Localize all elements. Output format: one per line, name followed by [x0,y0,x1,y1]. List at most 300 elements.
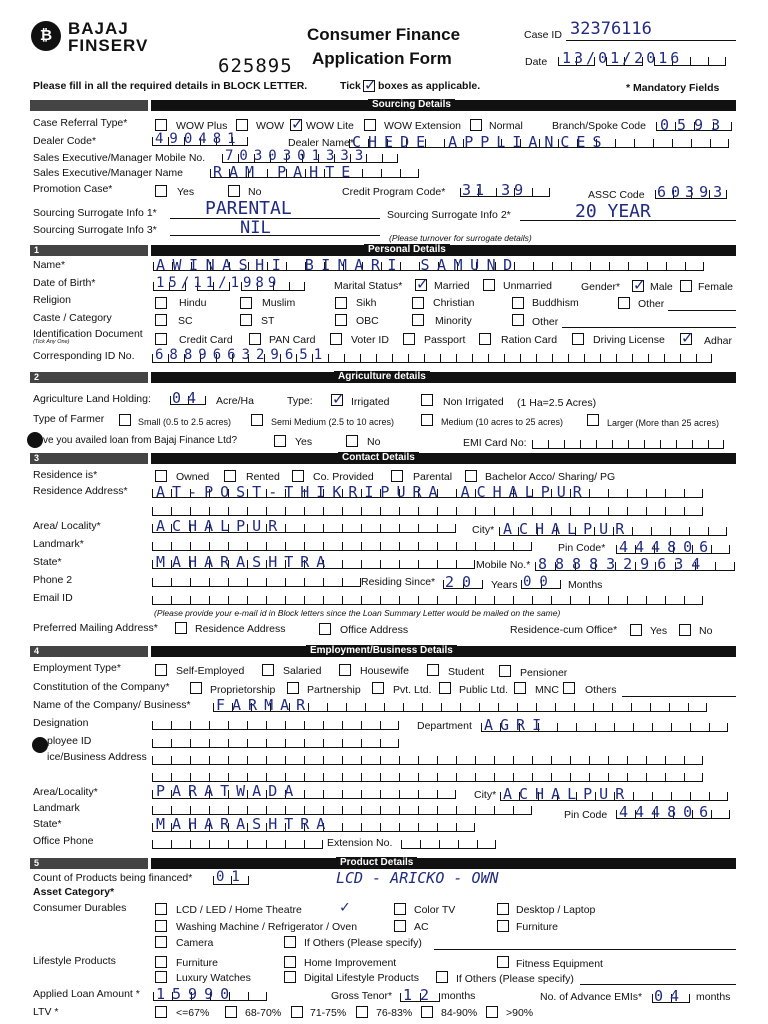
extension-boxes [401,840,496,849]
christian-checkbox[interactable] [412,297,424,309]
ltv3-label: 71-75% [310,1007,347,1019]
voter-id-checkbox[interactable] [330,333,342,345]
email-note: (Please provide your e-mail id in Block letters since the Loan Summary Letter would be mailed on the same) [154,608,561,618]
gross-tenor-months-label: months [441,990,476,1002]
wow-plus-checkbox[interactable] [155,119,167,131]
farmer-type-label: Type of Farmer [33,413,105,425]
surrogate1-value[interactable]: PARENTAL [205,198,292,219]
adhar-checkbox[interactable] [680,333,692,345]
rented-checkbox[interactable] [224,470,236,482]
branch-code-value[interactable]: 0593 [660,116,729,134]
if-others-label: If Others (Please specify) [304,937,422,949]
student-checkbox[interactable] [427,664,439,676]
co-provided-label: Co. Provided [313,471,374,483]
exec-name-value[interactable]: RAM PAHTE [213,163,358,181]
case-id-label: Case ID [524,29,562,41]
punch-hole [32,737,48,753]
section-employment-header [30,646,736,657]
ration-card-checkbox[interactable] [479,333,491,345]
availed-no-checkbox[interactable] [346,435,358,447]
ltv-label: LTV * [33,1006,59,1018]
ltv2-label: 68-70% [245,1007,282,1019]
muslim-checkbox[interactable] [240,297,252,309]
residence-address-row2 [152,507,703,516]
company-name-label: Name of the Company/ Business* [33,699,191,711]
non-irrigated-label: Non Irrigated [443,396,504,408]
residence-is-label: Residence is* [33,469,98,481]
employment-type-label: Employment Type* [33,662,121,674]
office-city-label: City* [474,789,497,801]
pref-office-checkbox[interactable] [319,623,331,635]
product-note-value[interactable]: LCD - ARICKO - OWN [336,869,499,887]
ltv1-label: <=67% [176,1007,210,1019]
pensioner-checkbox[interactable] [499,665,511,677]
office-phone-label: Office Phone [33,835,94,847]
name-value[interactable]: AWINASHI BIMARI SAMUND [156,256,520,274]
dealer-code-label: Dealer Code* [33,135,97,147]
gross-tenor-value[interactable]: 12 [403,986,438,1004]
lifestyle-furniture-label: Furniture [176,957,219,969]
credit-card-label: Credit Card [179,334,233,346]
emi-card-label: EMI Card No: [463,437,527,449]
furniture-checkbox[interactable] [497,920,509,932]
sikh-checkbox[interactable] [335,297,347,309]
proprietorship-label: Proprietorship [210,684,276,696]
religion-other-label: Other [638,298,665,310]
muslim-label: Muslim [262,297,296,309]
section-agriculture-number: 2 [34,372,40,382]
landmark-boxes [152,542,532,551]
credit-program-value[interactable]: 31 39 [462,181,528,199]
wow-label: WOW [256,120,284,132]
product-count-label: Count of Products being financed* [33,872,193,884]
email-boxes [152,596,703,605]
ac-label: AC [414,921,429,933]
dealer-name-label: Dealer Name* [288,137,354,149]
office-pin-label: Pin Code [564,809,608,821]
semi-medium-label: Semi Medium (2.5 to 10 acres) [271,417,395,427]
form-number: 625895 [218,55,293,77]
hindu-label: Hindu [179,297,207,309]
irrigated-checkbox[interactable] [331,394,343,406]
area-locality-label: Area/ Locality* [33,520,101,532]
bachelor-label: Bachelor Acco/ Sharing/ PG [485,471,616,483]
department-value[interactable]: AGRI [484,716,549,734]
credit-program-label: Credit Program Code* [342,186,446,198]
form-title-line2: Application Form [312,49,452,68]
instruction-tick-suffix: boxes as applicable. [378,80,481,92]
surrogate1-label: Sourcing Surrogate Info 1* [33,207,157,219]
section-employment-number: 4 [34,646,40,656]
surrogate2-value[interactable]: 20 YEAR [575,201,651,222]
turnover-note: (Please turnover for surrogate details) [389,233,532,243]
designation-label: Designation [33,717,89,729]
wow-lite-label: WOW Lite [306,120,354,132]
camera-checkbox[interactable] [155,936,167,948]
co-provided-checkbox[interactable] [292,470,304,482]
self-employed-label: Self-Employed [176,665,245,677]
residing-since-label: Residing Since* [361,576,436,588]
pan-card-label: PAN Card [269,334,316,346]
section-contact-number: 3 [34,453,40,463]
name-label: Name* [33,259,66,271]
consumer-durables-label: Consumer Durables [33,902,127,914]
office-pin-value[interactable]: 444806 [619,803,716,821]
office-area-label: Area/Locality* [33,786,98,798]
case-id-value[interactable]: 32376116 [570,19,652,39]
promotion-case-label: Promotion Case* [33,183,113,195]
office-address-row1 [152,756,703,765]
desktop-laptop-label: Desktop / Laptop [516,904,596,916]
wow-lite-checkbox[interactable] [290,119,302,131]
ltv6-checkbox[interactable] [486,1006,498,1018]
state-value[interactable]: MAHARASHTRA [156,553,333,571]
surrogate2-label: Sourcing Surrogate Info 2* [387,209,511,221]
advance-emi-months-label: months [696,991,731,1003]
lifestyle-furniture-checkbox[interactable] [155,956,167,968]
medium-farmer-checkbox[interactable] [421,414,433,426]
furniture-label: Furniture [516,921,559,933]
pvt-ltd-label: Pvt. Ltd. [393,684,432,696]
color-tv-checkbox[interactable] [394,903,406,915]
department-label: Department [417,720,472,732]
small-farmer-checkbox[interactable] [119,414,131,426]
partnership-checkbox[interactable] [287,682,299,694]
luxury-watches-checkbox[interactable] [155,971,167,983]
company-name-value[interactable]: FARMAR [216,696,313,714]
residence-address-label: Residence Address* [33,485,128,497]
normal-checkbox[interactable] [470,119,482,131]
parental-checkbox[interactable] [391,470,403,482]
buddhism-checkbox[interactable] [512,297,524,309]
gender-label: Gender* [581,281,621,293]
pin-code-label: Pin Code* [558,542,606,554]
assc-code-value[interactable]: 60393 [657,183,728,201]
pan-card-checkbox[interactable] [249,333,261,345]
credit-card-checkbox[interactable] [155,333,167,345]
unmarried-label: Unmarried [503,280,553,292]
agri-type-label: Type: [287,395,313,407]
adhar-label: Adhar [704,335,733,347]
dob-label: Date of Birth* [33,277,96,289]
mandatory-note: * Mandatory Fields [626,82,720,94]
ha-conversion-note: (1 Ha=2.5 Acres) [517,397,597,409]
instruction-tick: Tick [340,80,361,92]
semi-medium-checkbox[interactable] [251,414,263,426]
color-tv-label: Color TV [414,904,456,916]
small-farmer-label: Small (0.5 to 2.5 acres) [138,417,232,427]
wow-extension-label: WOW Extension [384,120,462,132]
public-ltd-label: Public Ltd. [459,684,509,696]
office-landmark-label: Landmark [33,802,80,814]
date-value[interactable]: 13/01/2016 [562,49,683,67]
exec-mobile-label: Sales Executive/Manager Mobile No. [33,152,206,164]
section-sourcing-title: Sourcing Details [368,99,455,111]
ltv4-label: 76-83% [376,1007,413,1019]
digital-lifestyle-checkbox[interactable] [284,971,296,983]
caste-other-label: Other [532,316,559,328]
female-checkbox[interactable] [680,280,692,292]
designation-boxes [152,721,399,730]
parental-label: Parental [413,471,453,483]
married-checkbox[interactable] [415,279,427,291]
religion-other-checkbox[interactable] [618,297,630,309]
date-label: Date [525,56,548,68]
ltv6-label: >90% [506,1007,534,1019]
wow-checkbox[interactable] [236,119,248,131]
promo-no-checkbox[interactable] [228,185,240,197]
employee-id-boxes [152,739,399,748]
fitness-label: Fitness Equipment [516,958,603,970]
if-others-checkbox[interactable] [284,936,296,948]
promo-no-label: No [248,186,262,198]
passport-checkbox[interactable] [403,333,415,345]
owned-label: Owned [176,471,210,483]
lcd-tick-mark: ✓ [340,897,350,916]
female-label: Female [698,281,734,293]
section-agriculture-header [30,372,736,383]
office-area-value[interactable]: PARATWADA [156,782,301,800]
pin-code-value[interactable]: 444806 [619,538,716,556]
land-holding-value[interactable]: 04 [172,389,203,407]
mobile-value[interactable]: 8888329634 [538,555,709,573]
area-locality-value[interactable]: ACHALPUR [156,517,285,535]
ltv3-checkbox[interactable] [291,1006,303,1018]
driving-license-label: Driving License [593,334,665,346]
punch-hole [27,432,43,448]
medium-farmer-label: Medium (10 acres to 25 acres) [441,417,564,427]
residing-months-value[interactable]: 00 [523,574,556,590]
availed-loan-label: ve you availed loan from Bajaj Finance Ltd? [43,435,238,446]
section-product-title: Product Details [336,857,417,869]
lcd-led-label: LCD / LED / Home Theatre [176,904,302,916]
driving-license-checkbox[interactable] [572,333,584,345]
corresponding-id-label: Corresponding ID No. [33,350,135,362]
owned-checkbox[interactable] [155,470,167,482]
sc-checkbox[interactable] [155,314,167,326]
office-state-value[interactable]: MAHARASHTRA [156,815,333,833]
minority-label: Minority [435,315,472,327]
bachelor-checkbox[interactable] [465,470,477,482]
proprietorship-checkbox[interactable] [190,682,202,694]
st-label: ST [261,315,275,327]
section-employment-title: Employment/Business Details [306,645,457,657]
washing-label: Washing Machine / Refrigerator / Oven [176,921,358,933]
section-product-header [30,858,736,869]
ltv5-label: 84-90% [441,1007,478,1019]
caste-label: Caste / Category [33,312,112,324]
section-agriculture-title: Agriculture details [334,371,430,383]
office-city-value[interactable]: ACHALPUR [503,785,632,803]
emi-card-boxes [532,440,724,449]
married-label: Married [434,280,470,292]
res-cum-office-yes-label: Yes [650,625,668,637]
religion-label: Religion [33,294,71,306]
office-address-label: ice/Business Address [47,751,147,763]
exec-mobile-value[interactable]: 7030301333 [225,148,370,164]
ration-card-label: Ration Card [501,334,558,346]
constitution-others-label: Others [585,684,617,696]
form-title-line1: Consumer Finance [307,25,461,44]
extension-label: Extension No. [327,837,393,849]
instruction-fill: Please fill in all the required details in BLOCK LETTER. [33,80,308,92]
dealer-name-value[interactable]: CHEDE APPLIANCES [352,133,609,151]
irrigated-label: Irrigated [351,396,390,408]
acre-ha-label: Acre/Ha [216,395,254,407]
office-phone-boxes [152,840,323,849]
home-improvement-label: Home Improvement [304,957,397,969]
if-others2-checkbox[interactable] [436,971,448,983]
surrogate3-value[interactable]: NIL [240,218,271,238]
desktop-laptop-checkbox[interactable] [497,903,509,915]
promo-yes-label: Yes [177,186,195,198]
non-irrigated-checkbox[interactable] [421,394,433,406]
voter-id-label: Voter ID [351,334,389,346]
surrogate3-label: Sourcing Surrogate Info 3* [33,224,157,236]
ltv4-checkbox[interactable] [356,1006,368,1018]
section-personal-title: Personal Details [364,244,450,256]
fitness-checkbox[interactable] [497,956,509,968]
promo-yes-checkbox[interactable] [155,185,167,197]
res-cum-office-no-checkbox[interactable] [679,624,691,636]
advance-emi-value[interactable]: 04 [654,987,687,1005]
res-cum-office-label: Residence-cum Office* [510,624,618,636]
larger-farmer-label: Larger (More than 25 acres) [607,418,720,428]
logo-line1: BAJAJ [68,19,129,38]
ltv2-checkbox[interactable] [225,1006,237,1018]
obc-checkbox[interactable] [335,314,347,326]
unmarried-checkbox[interactable] [483,279,495,291]
id-document-label: Identification Document [33,328,143,340]
ltv5-checkbox[interactable] [421,1006,433,1018]
availed-yes-label: Yes [295,436,313,448]
phone2-label: Phone 2 [33,574,73,586]
advance-emi-label: No. of Advance EMIs* [540,991,643,1003]
wow-plus-label: WOW Plus [176,120,228,132]
years-label: Years [491,579,518,591]
lifestyle-products-label: Lifestyle Products [33,955,116,967]
mnc-label: MNC [535,684,559,696]
section-sourcing-header [30,100,736,111]
minority-checkbox[interactable] [412,314,424,326]
section-product-number: 5 [34,858,40,868]
passport-label: Passport [424,334,466,346]
res-cum-office-yes-checkbox[interactable] [630,624,642,636]
male-label: Male [650,281,673,293]
dealer-code-value[interactable]: 490481 [155,131,242,147]
pvt-ltd-checkbox[interactable] [372,682,384,694]
section-personal-number: 1 [34,245,40,255]
office-landmark-boxes [152,806,532,815]
phone2-boxes [152,578,361,587]
mnc-checkbox[interactable] [514,682,526,694]
employee-id-label: ployee ID [47,735,92,747]
hindu-checkbox[interactable] [155,297,167,309]
st-checkbox[interactable] [240,314,252,326]
marital-status-label: Marital Status* [334,280,403,292]
landmark-label: Landmark* [33,538,84,550]
corresponding-id-value[interactable]: 688966329651 [155,347,329,363]
office-state-label: State* [33,818,62,830]
obc-label: OBC [356,315,379,327]
loan-amount-label: Applied Loan Amount * [33,988,140,1000]
student-label: Student [448,666,485,678]
public-ltd-checkbox[interactable] [439,682,451,694]
mobile-label: Mobile No.* [476,559,531,571]
logo-line2: FINSERV [68,36,149,55]
product-count-value[interactable]: 01 [216,869,247,885]
partnership-label: Partnership [307,684,361,696]
constitution-others-checkbox[interactable] [563,682,575,694]
if-others2-label: If Others (Please specify) [456,973,574,985]
self-employed-checkbox[interactable] [155,664,167,676]
loan-amount-value[interactable]: 15990 [156,985,237,1003]
city-value[interactable]: ACHALPUR [503,520,632,538]
pensioner-label: Pensioner [520,667,568,679]
pref-residence-checkbox[interactable] [175,622,187,634]
state-label: State* [33,556,62,568]
camera-label: Camera [176,937,214,949]
res-cum-office-no-label: No [699,625,713,637]
pref-office-label: Office Address [340,624,409,636]
email-label: Email ID [33,592,73,604]
home-improvement-checkbox[interactable] [284,956,296,968]
wow-extension-checkbox[interactable] [364,119,376,131]
lcd-led-checkbox[interactable] [155,903,167,915]
city-label: City* [472,524,495,536]
ac-checkbox[interactable] [394,920,406,932]
residence-address-value[interactable]: AT-POST-THIKRIPURA ACHALPUR [156,483,589,501]
land-holding-label: Agriculture Land Holding: [33,393,151,405]
availed-no-label: No [367,436,381,448]
case-referral-label: Case Referral Type* [33,117,128,129]
digital-lifestyle-label: Digital Lifestyle Products [304,972,419,984]
dob-value[interactable]: 15/11/1989 [156,275,281,291]
housewife-label: Housewife [360,665,410,677]
sikh-label: Sikh [356,297,377,309]
section-personal-header [30,245,736,256]
ltv1-checkbox[interactable] [155,1006,167,1018]
salaried-label: Salaried [283,665,322,677]
preferred-mailing-label: Preferred Mailing Address* [33,622,158,634]
constitution-label: Constitution of the Company* [33,681,170,693]
tick-example-checkbox [363,80,375,92]
availed-yes-checkbox[interactable] [274,435,286,447]
luxury-watches-label: Luxury Watches [176,972,251,984]
housewife-checkbox[interactable] [339,664,351,676]
male-checkbox[interactable] [632,280,644,292]
salaried-checkbox[interactable] [262,664,274,676]
residing-years-value[interactable]: 20 [445,573,480,591]
christian-label: Christian [433,297,475,309]
buddhism-label: Buddhism [532,297,579,309]
asset-category-label: Asset Category* [33,886,115,898]
rented-label: Rented [246,471,280,483]
branch-code-label: Branch/Spoke Code [552,120,646,132]
caste-other-checkbox[interactable] [512,314,524,326]
exec-name-label: Sales Executive/Manager Name [33,167,183,179]
assc-code-label: ASSC Code [588,189,645,201]
gross-tenor-label: Gross Tenor* [331,990,393,1002]
larger-farmer-checkbox[interactable] [587,414,599,426]
normal-label: Normal [489,120,523,132]
sc-label: SC [178,315,193,327]
section-contact-header [30,453,736,464]
office-address-row2 [152,773,703,782]
tick-any-one-note: (Tick Any One) [33,339,70,345]
washing-checkbox[interactable] [155,920,167,932]
pref-residence-label: Residence Address [195,623,286,635]
